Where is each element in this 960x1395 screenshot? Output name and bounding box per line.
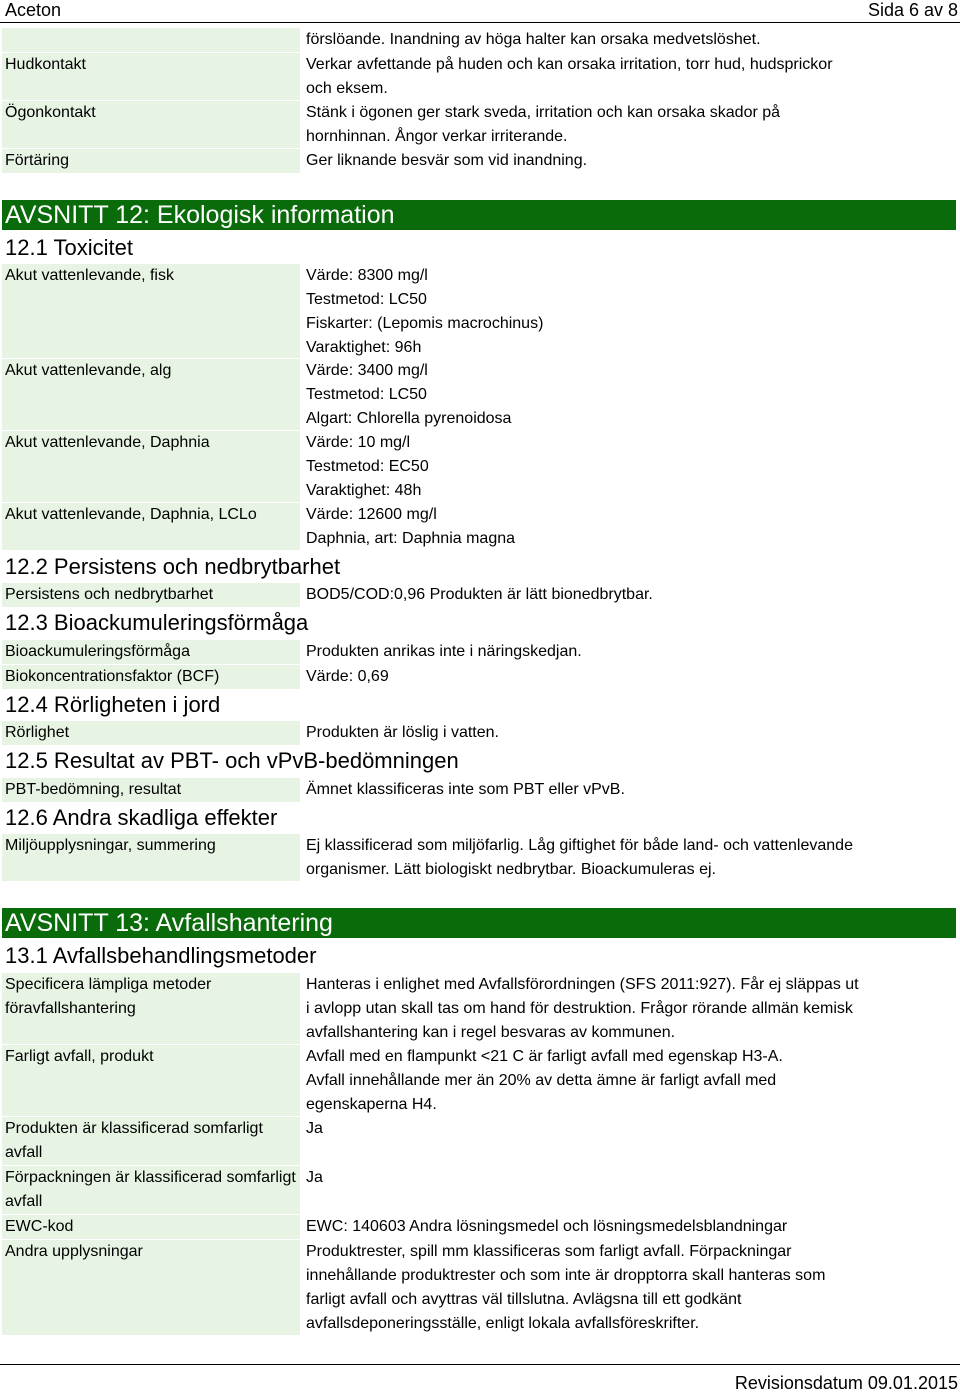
subsection-13-1-heading: 13.1 Avfallsbehandlingsmetoder	[5, 943, 317, 968]
row-value: Hanteras i enlighet med Avfallsförordningen (SFS 2011:927). Får ej släppas ut i avlopp utan skall tas om hand för destruktion. Frågor rörande allmän kemisk avfallshantering kan i regel besvaras av kommunen.	[306, 976, 859, 1041]
row-label: Andra upplysningar	[2, 1240, 300, 1335]
mobility-table	[2, 721, 958, 746]
other-effects-table	[2, 834, 958, 882]
table-row	[2, 1117, 958, 1165]
exposure-table	[2, 28, 958, 174]
row-label: Ögonkontakt	[2, 101, 300, 148]
document-name: Aceton	[5, 0, 62, 20]
row-label: Biokoncentrationsfaktor (BCF)	[2, 665, 300, 689]
subsection-12-3-heading: 12.3 Bioackumuleringsförmåga	[5, 610, 309, 635]
row-label: EWC-kod	[2, 1215, 300, 1239]
row-value: Produktrester, spill mm klassificeras som farligt avfall. Förpackningar innehållande produktrester och som inte är dropptorra skall hanteras som farligt avfall och avyttras väl tillslutna. Avlägsna till ett godkänt avfallsdeponeringsställe, enligt lokala avfallsföreskrifter.	[306, 1243, 826, 1332]
row-label: Förpackningen är klassificerad somfarligt avfall	[2, 1166, 300, 1214]
row-label: Akut vattenlevande, Daphnia, LCLo	[2, 503, 300, 550]
table-row	[2, 834, 958, 881]
row-value: BOD5/COD:0,96 Produkten är lätt bionedbrytbar.	[306, 586, 653, 603]
row-value: Värde: 8300 mg/l Testmetod: LC50 Fiskarter: (Lepomis macrochinus) Varaktighet: 96h	[306, 267, 544, 356]
subsection-12-1-heading: 12.1 Toxicitet	[5, 235, 134, 260]
table-row	[2, 640, 958, 664]
page-header	[0, 0, 960, 24]
waste-table	[2, 973, 958, 1336]
revision-date: Revisionsdatum 09.01.2015	[734, 1373, 958, 1393]
subsection-12-2-heading: 12.2 Persistens och nedbrytbarhet	[5, 554, 341, 579]
row-value: Ämnet klassificeras inte som PBT eller vPvB.	[306, 781, 625, 798]
row-value: Produkten anrikas inte i näringskedjan.	[306, 643, 582, 660]
row-value: Värde: 3400 mg/l Testmetod: LC50 Algart: Chlorella pyrenoidosa	[306, 362, 512, 427]
table-row	[2, 1166, 958, 1214]
section-13-heading: AVSNITT 13: Avfallshantering	[2, 908, 956, 938]
row-label: PBT-bedömning, resultat	[2, 778, 300, 802]
row-value: förslöande. Inandning av höga halter kan orsaka medvetslöshet.	[306, 31, 761, 48]
table-row	[2, 778, 958, 802]
table-row	[2, 359, 958, 430]
row-value: Ger liknande besvär som vid inandning.	[306, 152, 588, 169]
row-value: Ja	[306, 1169, 323, 1186]
table-row	[2, 503, 958, 550]
row-label: Rörlighet	[2, 721, 300, 745]
row-value: Ja	[306, 1120, 323, 1137]
row-value: Stänk i ögonen ger stark sveda, irritation och kan orsaka skador på hornhinnan. Ångor verkar irriterande.	[306, 104, 781, 145]
table-row	[2, 1240, 958, 1335]
table-row	[2, 149, 958, 173]
table-row	[2, 973, 958, 1044]
subsection-12-5-heading: 12.5 Resultat av PBT- och vPvB-bedömningen	[5, 748, 459, 773]
table-row	[2, 665, 958, 689]
bioaccumulation-table	[2, 640, 958, 690]
row-value: Verkar avfettande på huden och kan orsaka irritation, torr hud, hudsprickor och eksem.	[306, 56, 833, 97]
table-row	[2, 721, 958, 745]
row-value: EWC: 140603 Andra lösningsmedel och lösningsmedelsblandningar	[306, 1218, 788, 1235]
table-row	[2, 1045, 958, 1116]
row-label: Hudkontakt	[2, 53, 300, 100]
toxicity-table	[2, 264, 958, 551]
row-label: Persistens och nedbrytbarhet	[2, 583, 300, 607]
row-label: Miljöupplysningar, summering	[2, 834, 300, 881]
table-row	[2, 28, 958, 52]
page-number: Sida 6 av 8	[867, 0, 958, 20]
row-label: Akut vattenlevande, fisk	[2, 264, 300, 358]
table-row	[2, 264, 958, 358]
row-label: Produkten är klassificerad somfarligt avfall	[2, 1117, 300, 1165]
row-label: Akut vattenlevande, alg	[2, 359, 300, 430]
subsection-12-6-heading: 12.6 Andra skadliga effekter	[5, 805, 278, 830]
row-label: Förtäring	[2, 149, 300, 173]
row-value: Avfall med en flampunkt <21 C är farligt avfall med egenskap H3-A. Avfall innehållande mer än 20% av detta ämne är farligt avfall med egenskaperna H4.	[306, 1048, 783, 1113]
row-value: Ej klassificerad som miljöfarlig. Låg giftighet för både land- och vattenlevande organismer. Lätt biologiskt nedbrytbar. Bioackumuleras ej.	[306, 837, 853, 878]
row-value: Värde: 12600 mg/l Daphnia, art: Daphnia magna	[306, 506, 516, 547]
table-row	[2, 431, 958, 502]
row-label: Bioackumuleringsförmåga	[2, 640, 300, 664]
row-label: Akut vattenlevande, Daphnia	[2, 431, 300, 502]
pbt-table	[2, 778, 958, 803]
row-label	[2, 28, 300, 52]
row-value: Värde: 0,69	[306, 668, 389, 685]
table-row	[2, 101, 958, 148]
row-label: Specificera lämpliga metoder föravfallshantering	[2, 973, 300, 1044]
footer-rule	[0, 1364, 960, 1365]
row-label: Farligt avfall, produkt	[2, 1045, 300, 1116]
subsection-12-4-heading: 12.4 Rörligheten i jord	[5, 692, 221, 717]
table-row	[2, 53, 958, 100]
row-value: Produkten är löslig i vatten.	[306, 724, 499, 741]
persistence-table	[2, 583, 958, 608]
row-value: Värde: 10 mg/l Testmetod: EC50 Varaktighet: 48h	[306, 434, 429, 499]
header-rule	[0, 22, 960, 23]
table-row	[2, 1215, 958, 1239]
section-12-heading: AVSNITT 12: Ekologisk information	[2, 200, 956, 230]
table-row	[2, 583, 958, 607]
